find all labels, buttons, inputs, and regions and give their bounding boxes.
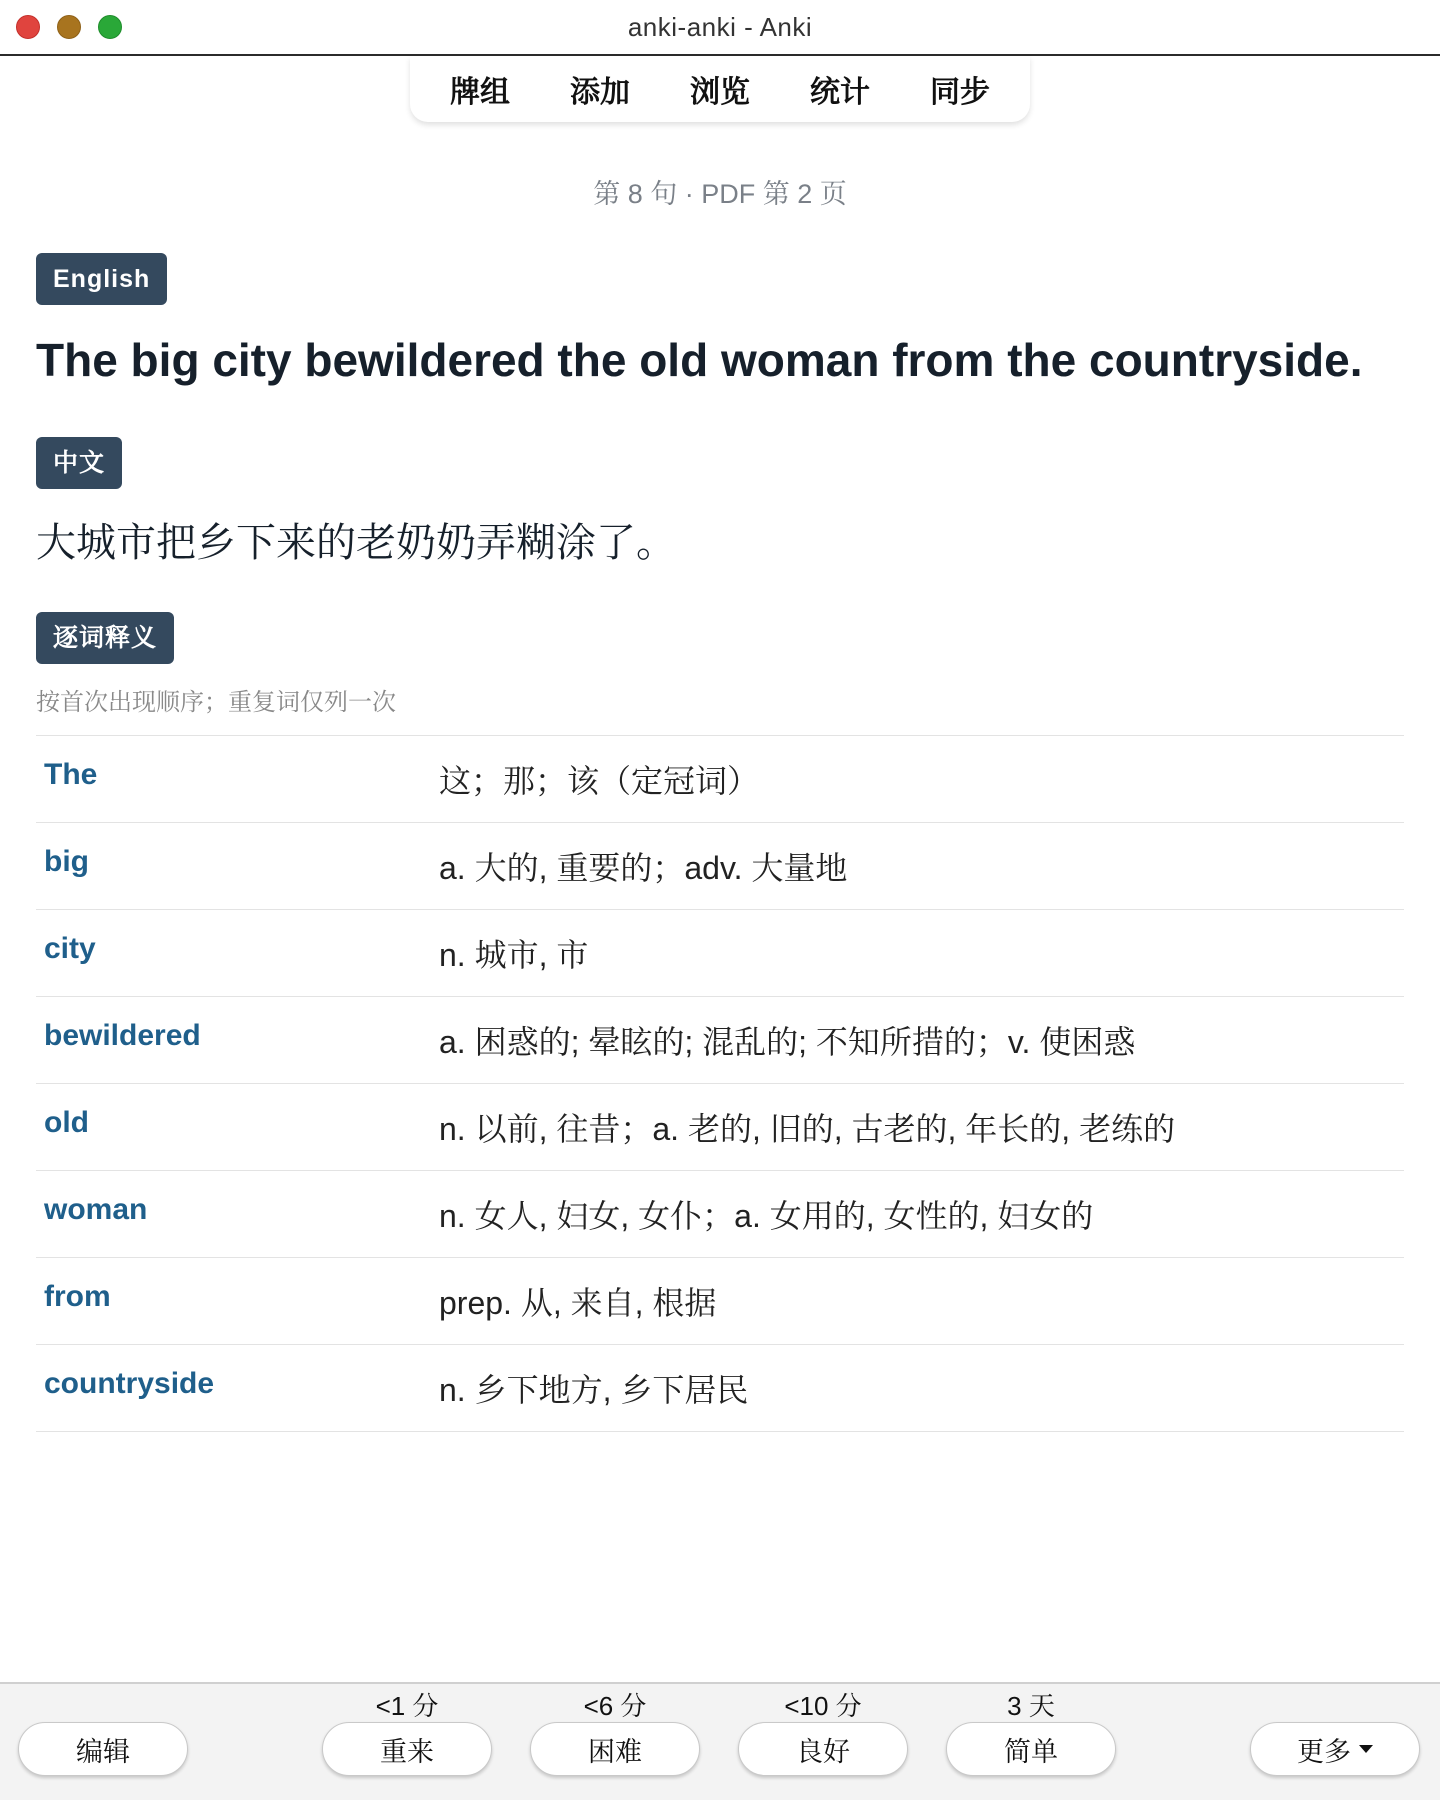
again-interval: <1 分	[375, 1691, 439, 1721]
chinese-label-badge: 中文	[36, 437, 122, 489]
english-sentence: The big city bewildered the old woman from the countryside.	[36, 334, 1363, 386]
good-button[interactable]: 良好	[738, 1722, 908, 1776]
word-row	[36, 910, 1404, 997]
more-button-label: 更多	[1297, 1736, 1351, 1767]
toolbar-container	[0, 56, 1440, 122]
word-list	[36, 735, 1404, 1432]
easy-button[interactable]: 简单	[946, 1722, 1116, 1776]
toolbar-decks[interactable]: 牌组	[450, 76, 510, 109]
minimize-window-button[interactable]	[57, 15, 81, 39]
word-definition: n. 乡下地方, 乡下居民	[439, 1372, 749, 1408]
review-bottom-bar	[0, 1682, 1440, 1800]
word-row	[36, 1171, 1404, 1258]
window-title: anki-anki - Anki	[627, 11, 813, 42]
hard-interval: <6 分	[583, 1691, 647, 1721]
word-term: old	[44, 1106, 89, 1139]
word-definition: prep. 从, 来自, 根据	[439, 1285, 717, 1321]
toolbar-add[interactable]: 添加	[570, 76, 630, 109]
word-definition: n. 以前, 往昔；a. 老的, 旧的, 古老的, 年长的, 老练的	[439, 1111, 1176, 1147]
toolbar-stats[interactable]: 统计	[810, 76, 870, 109]
word-term: bewildered	[44, 1019, 201, 1052]
word-term: big	[44, 845, 89, 878]
word-row	[36, 997, 1404, 1084]
word-row	[36, 736, 1404, 823]
word-row	[36, 1258, 1404, 1345]
more-button[interactable]	[1250, 1722, 1420, 1776]
word-definition: n. 女人, 妇女, 女仆；a. 女用的, 女性的, 妇女的	[439, 1198, 1094, 1234]
maximize-window-button[interactable]	[98, 15, 122, 39]
words-label-badge: 逐词释义	[36, 612, 174, 664]
edit-button[interactable]: 编辑	[18, 1722, 188, 1776]
word-row	[36, 1084, 1404, 1171]
word-definition: a. 大的, 重要的；adv. 大量地	[439, 850, 848, 886]
word-term: countryside	[44, 1367, 215, 1400]
card-meta: 第 8 句 · PDF 第 2 页	[593, 179, 847, 209]
card-content	[36, 120, 1404, 1432]
word-term: city	[44, 932, 96, 965]
hard-button[interactable]: 困难	[530, 1722, 700, 1776]
word-definition: 这；那；该（定冠词）	[439, 763, 760, 799]
word-term: woman	[44, 1193, 148, 1226]
toolbar-sync[interactable]: 同步	[930, 76, 990, 109]
caret-down-icon	[1359, 1745, 1373, 1753]
word-row	[36, 1345, 1404, 1432]
english-label-badge: English	[36, 253, 167, 305]
word-definition: n. 城市, 市	[439, 937, 589, 973]
toolbar-browse[interactable]: 浏览	[690, 76, 750, 109]
title-bar	[0, 0, 1440, 56]
word-term: The	[44, 758, 98, 791]
chinese-sentence: 大城市把乡下来的老奶奶弄糊涂了。	[36, 521, 676, 565]
word-term: from	[44, 1280, 111, 1313]
window-controls	[16, 15, 122, 39]
again-button[interactable]: 重来	[322, 1722, 492, 1776]
good-interval: <10 分	[784, 1691, 862, 1721]
words-note: 按首次出现顺序；重复词仅列一次	[36, 689, 396, 716]
word-row	[36, 823, 1404, 910]
main-toolbar	[410, 56, 1030, 122]
word-definition: a. 困惑的; 晕眩的; 混乱的; 不知所措的；v. 使困惑	[439, 1024, 1136, 1060]
easy-interval: 3 天	[1007, 1691, 1055, 1721]
close-window-button[interactable]	[16, 15, 40, 39]
